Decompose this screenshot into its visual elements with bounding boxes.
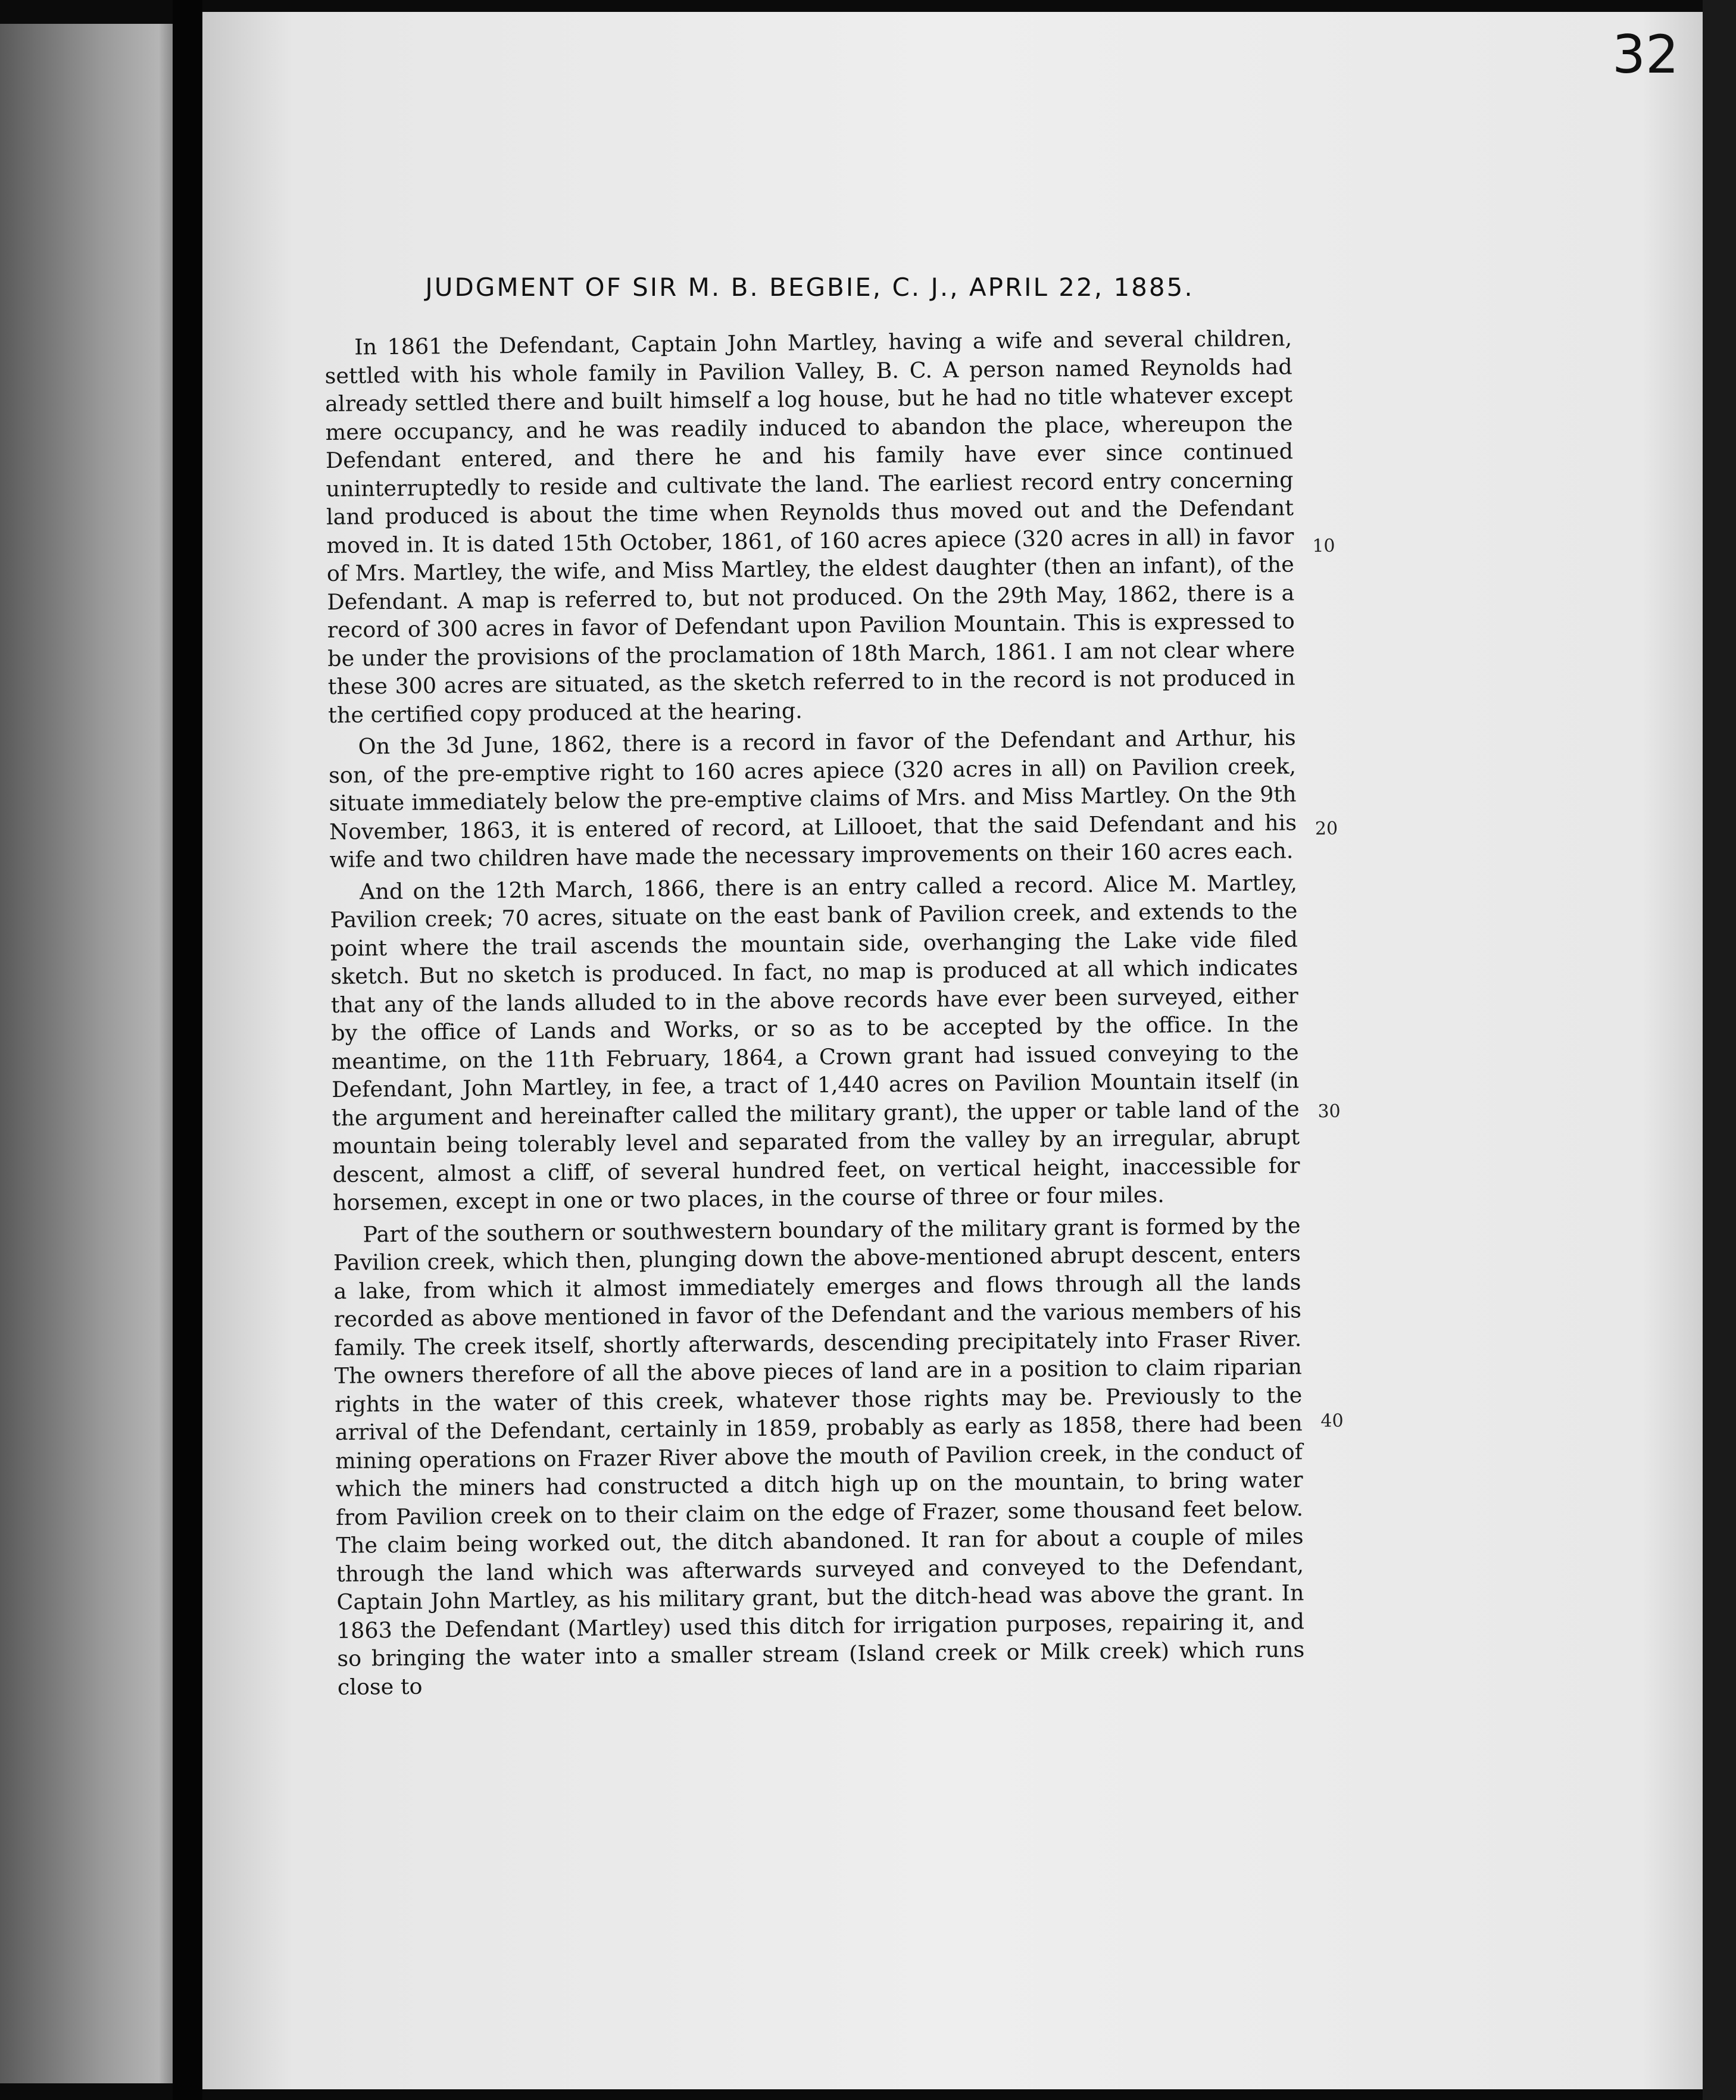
paragraph: Part of the southern or southwestern boundary of the military grant is formed by the Pavilion creek, which then, plunging down the above-mentioned abrupt descent, enters a lake, from which it almost immediately emerges and flows through all the lands recorded as above mentioned in favor of the Defendant and the various members of his family. The creek itself, shortly afterwards, descending precipitately into Fraser River. The owners therefore of all the above pieces of land are in a position to claim riparian rights in the water of this creek, whatever those rights may be. Previously to the arrival of the Defendant, certainly in 1859, probably as early as 1858, there had been mining operations on Frazer River above the mouth of Pavilion creek, in the conduct of which the miners had constructed a ditch high up on the mountain, to bring water from Pavilion creek on to their claim on the edge of Frazer, some thousand feet below. The claim being worked out, the ditch abandoned. It ran for about a couple of miles through the land which was afterwards surveyed and conveyed to the Defendant, Captain John Martley, as his military grant, but the ditch-head was above the grant. In 1863 the Defendant (Martley) used this ditch for irrigation purposes, repairing it, and so bringing the water into a smaller stream (Island creek or Milk creek) which runs close to bbox=[333, 1212, 1305, 1700]
line-number-10: 10 bbox=[1312, 535, 1335, 557]
scan-right-border bbox=[1703, 0, 1736, 2100]
judgment-title: JUDGMENT OF SIR M. B. BEGBIE, C. J., APRIL 22, 1885. bbox=[425, 273, 1194, 302]
facing-page-edge bbox=[0, 24, 173, 2083]
line-number-30: 30 bbox=[1317, 1101, 1341, 1122]
paragraph: On the 3d June, 1862, there is a record in favor of the Defendant and Arthur, his son, of the pre-emptive right to 160 acres apiece (320 acres in all) on Pavilion creek, situate immediately below the pre-emptive claims of Mrs. and Miss Martley. On the 9th November, 1863, it is entered of record, at Lillooet, that the said Defendant and his wife and two children have made the necessary improvements on their 160 acres each. bbox=[328, 724, 1297, 873]
margin-line-numbers bbox=[1312, 523, 1369, 1476]
paragraph: In 1861 the Defendant, Captain John Martley, having a wife and several children, settled with his whole family in Pavilion Valley, B. C. A person named Reynolds had already settled there and built himself a log house, but he had no title whatever except mere occupancy, and he was readily induced to abandon the place, whereupon the Defendant entered, and there he and his family have ever since continued uninterruptedly to reside and cultivate the land. The earliest record entry concerning land produced is about the time when Reynolds thus moved out and the Defendant moved in. It is dated 15th October, 1861, of 160 acres apiece (320 acres in all) in favor of Mrs. Martley, the wife, and Miss Martley, the eldest daughter (then an infant), of the Defendant. A map is referred to, but not produced. On the 29th May, 1862, there is a record of 300 acres in favor of Defendant upon Pavilion Mountain. This is expressed to be under the provisions of the proclamation of 18th March, 1861. I am not clear where these 300 acres are situated, as the sketch referred to in the record is not produced in the certified copy produced at the hearing. bbox=[324, 325, 1295, 728]
judgment-body bbox=[324, 324, 1305, 1701]
page-number: 32 bbox=[1612, 24, 1679, 85]
line-number-40: 40 bbox=[1320, 1410, 1344, 1432]
book-binding-gutter bbox=[173, 0, 202, 2100]
line-number-20: 20 bbox=[1315, 818, 1338, 839]
paragraph: And on the 12th March, 1866, there is an entry called a record. Alice M. Martley, Pavilion creek; 70 acres, situate on the east bank of Pavilion creek, and extends to the point where the trail ascends the mountain side, overhanging the Lake vide filed sketch. But no sketch is produced. In fact, no map is produced at all which indicates that any of the lands alluded to in the above records have ever been surveyed, either by the office of Lands and Works, or so as to be accepted by the office. In the meantime, on the 11th February, 1864, a Crown grant had issued conveying to the Defendant, John Martley, in fee, a tract of 1,440 acres on Pavilion Mountain itself (in the argument and hereinafter called the military grant), the upper or table land of the mountain being tolerably level and separated from the valley by an irregular, abrupt descent, almost a cliff, of several hundred feet, on vertical height, inaccessible for horsemen, except in one or two places, in the course of three or four miles. bbox=[330, 869, 1300, 1215]
